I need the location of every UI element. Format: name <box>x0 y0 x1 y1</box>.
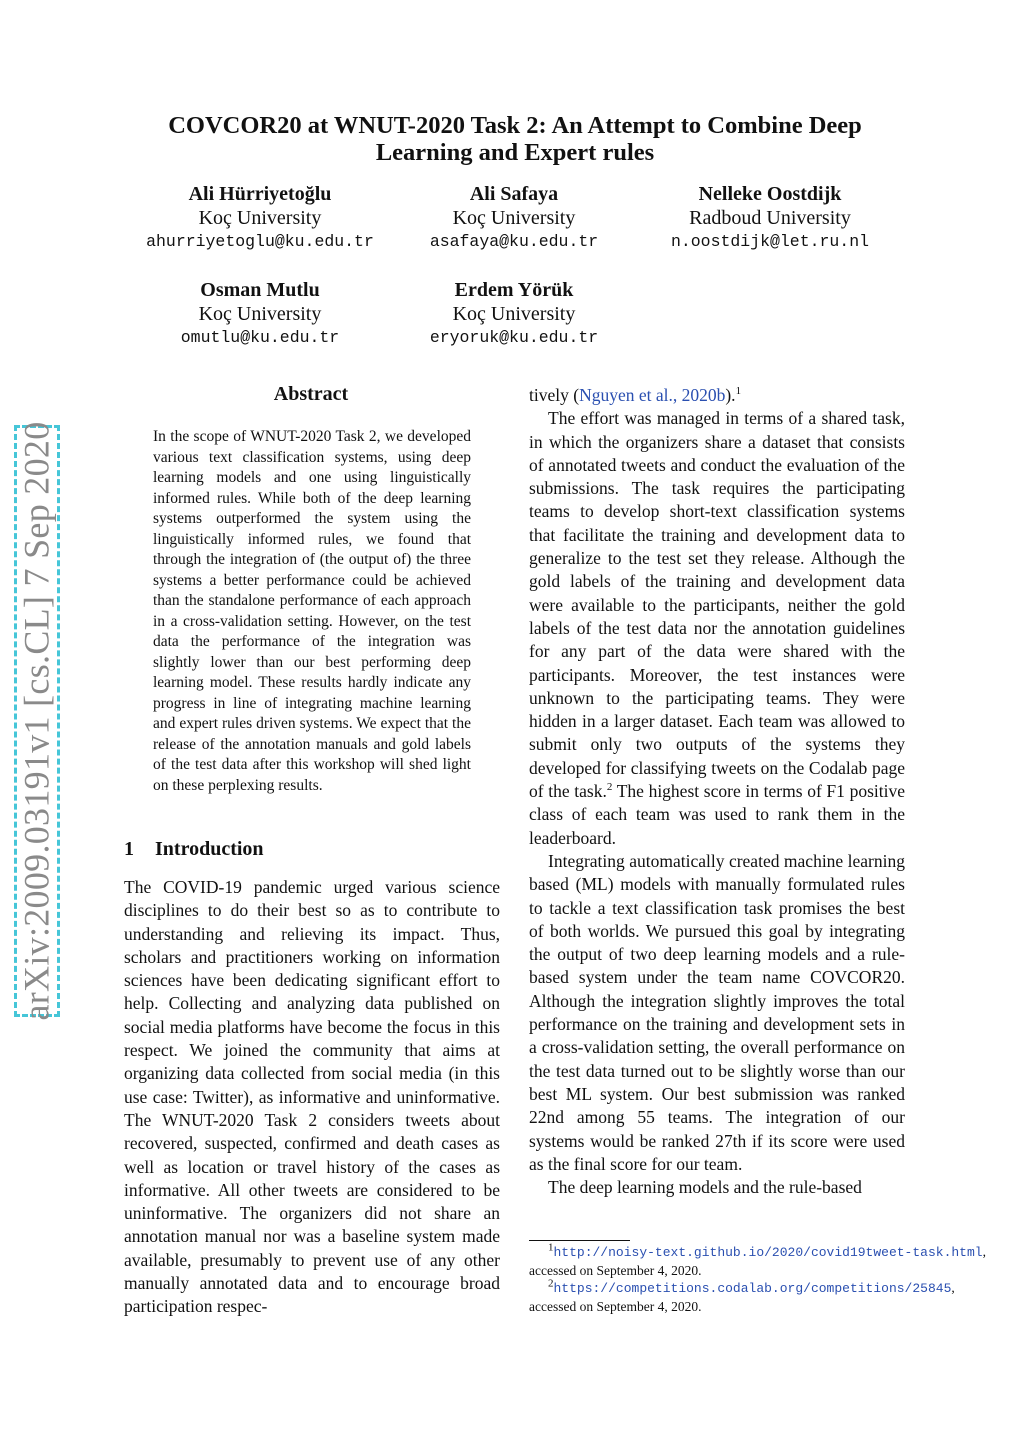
author-block <box>364 278 664 350</box>
section-heading <box>124 838 264 861</box>
continued-paragraph: tively (Nguyen et al., 2020b).$^1$ <box>529 385 742 405</box>
citation-link[interactable]: Nguyen et al., 2020b <box>579 385 726 405</box>
footnote-marker[interactable]: 2 <box>606 781 613 794</box>
author-name: Osman Mutlu <box>200 279 320 301</box>
author-block <box>620 182 920 254</box>
author-email[interactable]: ahurriyetoglu@ku.edu.tr <box>146 232 374 251</box>
footnote-note: accessed on September 4, 2020. <box>529 1262 702 1278</box>
paper-title: COVCOR20 at WNUT-2020 Task 2: An Attempt to Combine Deep Learning and Expert rules <box>168 112 862 166</box>
author-affiliation: Radboud University <box>689 207 851 229</box>
author-affiliation: Koç University <box>198 207 322 229</box>
abstract-text: In the scope of WNUT-2020 Task 2, we developed various text classification systems, using deep learning models and one using linguistically informed rules. While both of the deep learning systems outperformed the system using the linguistically informed rules, we found that through the integration of (the output of) the three systems a better performance could be achieved than the standalone performance of each approach in a cross-validation setting. However, on the test data the performance of the integration was slightly lower than our best performing deep learning model. These results hardly indicate any progress in line of integrating machine learning and expert rules driven systems. We expect that the release of the annotation manuals and gold labels of the test data after this workshop will shed light on these perplexing results. <box>153 428 471 794</box>
author-email[interactable]: eryoruk@ku.edu.tr <box>429 328 599 347</box>
section-title: Introduction <box>155 838 264 860</box>
author-email[interactable]: n.oostdijk@let.ru.nl <box>670 232 870 251</box>
author-affiliation: Koç University <box>452 207 576 229</box>
body-paragraph: The deep learning models and the rule-based <box>548 1177 862 1198</box>
footnote-divider <box>529 1240 630 1241</box>
abstract-heading: Abstract <box>273 383 349 405</box>
author-affiliation: Koç University <box>452 303 576 325</box>
left-column-body <box>124 876 500 1319</box>
right-column-body <box>529 384 905 1199</box>
author-name: Ali Hürriyetoğlu <box>188 183 332 205</box>
body-paragraph: The effort was managed in terms of a shared task, in which the organizers share a dataset that consists of annotated tweets and conduct the evaluation of the submissions. The task requires the participating teams to develop short-text classification systems that facilitate the training and development data to generalize to the test set they release. Although the gold labels of the training and development data were available to the participants, neither the gold labels of the test data nor the annotation guidelines for any part of the data were shared with the participants. Moreover, the test instances were unknown to the participating teams. They were hidden in a larger dataset. Each team was allowed to submit only two outputs of the systems they developed for classifying tweets on the Codalab page of the task.$^2$ The highest score in terms of F1 positive class of each team was used to rank them in the leaderboard. <box>529 408 905 848</box>
author-name: Nelleke Oostdijk <box>698 183 842 205</box>
author-affiliation: Koç University <box>198 303 322 325</box>
section-number: 1 <box>124 838 134 860</box>
author-block <box>364 182 664 254</box>
author-name: Ali Safaya <box>469 183 559 205</box>
footnote-note: accessed on September 4, 2020. <box>529 1298 702 1314</box>
author-email[interactable]: omutlu@ku.edu.tr <box>180 328 340 347</box>
footnotes <box>529 1243 1019 1315</box>
footnote: $^2$https://competitions.codalab.org/competitions/25845, accessed on September 4, 2020. <box>529 1277 955 1314</box>
intro-paragraph: The COVID-19 pandemic urged various science disciplines to do their best so as to contribute to understanding and relieving its impact. Thus, scholars and practitioners working on information sciences have been dedicating significant effort to help. Collecting and analyzing data published on social media platforms have become the focus in this respect. We joined the community that aims at organizing data collected from social media (in this use case: Twitter), as informative and uninformative. The WNUT-2020 Task 2 considers tweets about recovered, suspected, confirmed and death cases as well as location or travel history of the cases as informative. All other tweets are considered to be uninformative. The organizers did not share an annotation manual nor was a baseline system made available, presumably to prevent use of any other manually annotated data and to encourage broad participation respec- <box>124 877 500 1317</box>
footnote-url[interactable]: http://noisy-text.github.io/2020/covid19tweet-task.html <box>553 1245 983 1260</box>
author-name: Erdem Yörük <box>454 279 574 301</box>
arxiv-stamp <box>14 421 60 1021</box>
author-email[interactable]: asafaya@ku.edu.tr <box>429 232 599 251</box>
footnote-marker[interactable]: 1 <box>735 385 742 398</box>
footnote-url[interactable]: https://competitions.codalab.org/competitions/25845 <box>553 1281 952 1296</box>
arxiv-identifier: arXiv:2009.03191v1 [cs.CL] 7 Sep 2020 <box>17 421 58 1021</box>
footnote: $^1$http://noisy-text.github.io/2020/covid19tweet-task.html, accessed on September 4, 2020. <box>529 1241 986 1278</box>
body-paragraph: Integrating automatically created machine learning based (ML) models with manually formulated rules to tackle a text classification task promises the best of both worlds. We pursued this goal by integrating the output of two deep learning models and a rule-based system under the team name COVCOR20. Although the integration slightly improves the total performance on the training and development sets in a cross-validation setting, the overall performance on the test data turned out to be slightly worse than our best ML system. Our best submission was ranked 22nd among 55 teams. The integration of our systems would be ranked 27th if its score were used as the final score for our team. <box>529 850 905 1174</box>
